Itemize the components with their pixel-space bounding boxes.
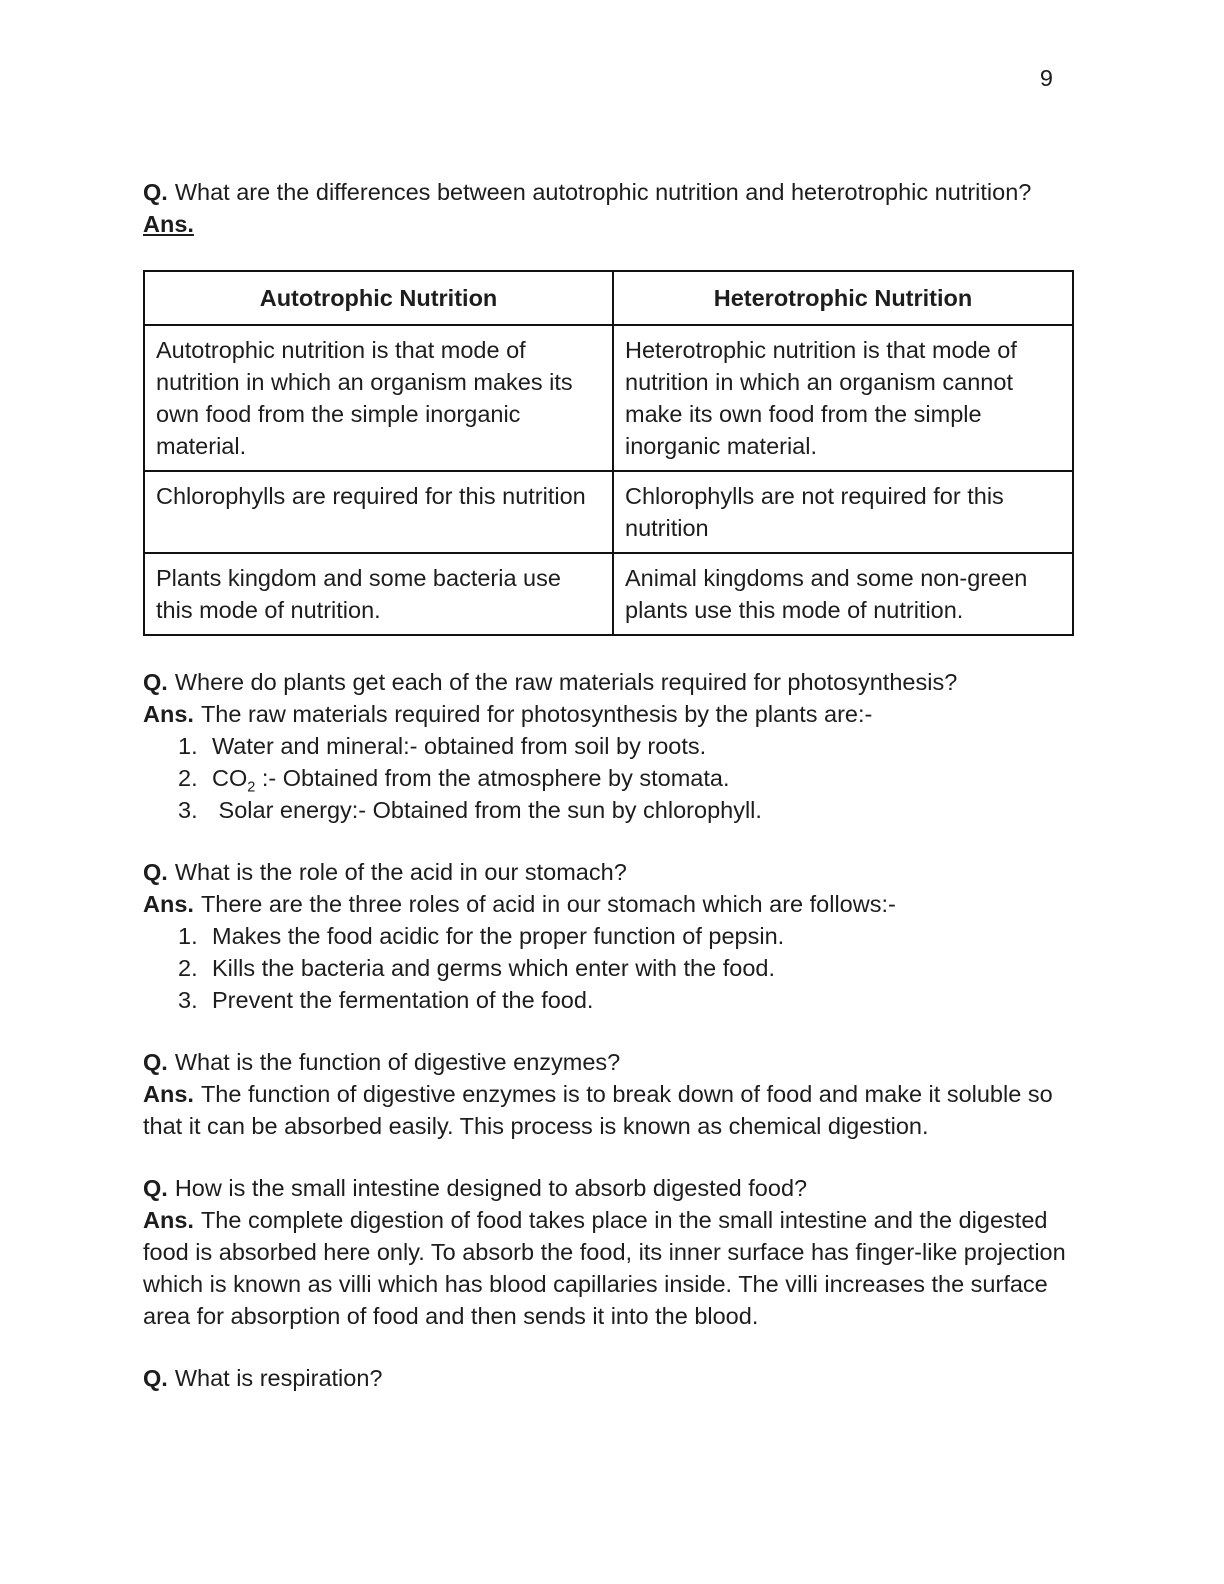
list-item-text: Water and mineral:- obtained from soil by roots. — [212, 733, 707, 759]
page-number: 9 — [1039, 65, 1053, 91]
list-item-number: 1. — [178, 923, 198, 949]
list-item-number: 3. — [178, 987, 198, 1013]
table-cell: Chlorophylls are required for this nutrition — [144, 471, 613, 553]
table-row — [144, 471, 1073, 553]
list-item-number: 3. — [178, 797, 198, 823]
question-text: How is the small intestine designed to absorb digested food? — [174, 1175, 808, 1201]
answer-text: There are the three roles of acid in our stomach which are follows:- — [200, 891, 896, 917]
question-line — [143, 666, 1088, 698]
answer-prefix: Ans. — [143, 891, 194, 917]
answer-text: The complete digestion of food takes place in the small intestine and the digested food is absorbed here only. To absorb the food, its inner surface has finger-like projection which is known as villi which has blood capillaries inside. The villi increases the surface area for absorption of food and then sends it into the blood. — [143, 1207, 1066, 1329]
qa-section-photosynthesis-raw-materials — [143, 666, 1088, 826]
answer-prefix: Ans. — [143, 1207, 194, 1233]
nutrition-comparison-table — [143, 270, 1074, 636]
question-prefix: Q. — [143, 669, 168, 695]
list-item-text: Prevent the fermentation of the food. — [212, 987, 594, 1013]
question-line — [143, 856, 1088, 888]
answer-prefix: Ans. — [143, 1081, 194, 1107]
answer-line — [143, 208, 1088, 240]
list-item-number: 1. — [178, 733, 198, 759]
chemical-formula-base: CO — [212, 765, 248, 791]
table-row — [144, 325, 1073, 471]
table-cell: Chlorophylls are not required for this nutrition — [613, 471, 1073, 553]
qa-section-nutrition-differences — [143, 176, 1088, 636]
list-item — [143, 762, 1088, 794]
list-item-text — [212, 762, 1088, 794]
table-cell: Animal kingdoms and some non-green plants use this mode of nutrition. — [613, 553, 1073, 635]
question-line — [143, 1362, 1088, 1394]
answer-line — [143, 1078, 1088, 1142]
list-item — [143, 920, 1088, 952]
question-text: What are the differences between autotrophic nutrition and heterotrophic nutrition? — [174, 179, 1032, 205]
answer-prefix: Ans. — [143, 701, 194, 727]
qa-section-small-intestine — [143, 1172, 1088, 1332]
question-text: What is the function of digestive enzymes? — [174, 1049, 621, 1075]
table-header-row — [144, 271, 1073, 325]
answer-text: The function of digestive enzymes is to break down of food and make it soluble so that it can be absorbed easily. This process is known as chemical digestion. — [143, 1081, 1053, 1139]
question-prefix: Q. — [143, 859, 168, 885]
question-line — [143, 1172, 1088, 1204]
table-row — [144, 553, 1073, 635]
question-text: What is the role of the acid in our stomach? — [174, 859, 627, 885]
question-text: Where do plants get each of the raw materials required for photosynthesis? — [174, 669, 958, 695]
document-content — [143, 176, 1088, 1424]
table-cell: Plants kingdom and some bacteria use this mode of nutrition. — [144, 553, 613, 635]
list-item — [143, 794, 1088, 826]
answer-line — [143, 698, 1088, 730]
table-cell: Heterotrophic nutrition is that mode of nutrition in which an organism cannot make its own food from the simple inorganic material. — [613, 325, 1073, 471]
answer-line — [143, 1204, 1088, 1332]
list-item-text-rest: :- Obtained from the atmosphere by stomata. — [255, 765, 730, 791]
question-prefix: Q. — [143, 1049, 168, 1075]
question-line — [143, 176, 1088, 208]
answer-prefix: Ans. — [143, 211, 194, 237]
list-item-number: 2. — [178, 765, 198, 791]
list-item-text: Kills the bacteria and germs which enter with the food. — [212, 955, 775, 981]
table-header-heterotrophic: Heterotrophic Nutrition — [613, 271, 1073, 325]
list-item-text: Solar energy:- Obtained from the sun by chlorophyll. — [212, 797, 762, 823]
answer-line — [143, 888, 1088, 920]
list-item-number: 2. — [178, 955, 198, 981]
qa-section-stomach-acid — [143, 856, 1088, 1016]
question-prefix: Q. — [143, 1175, 168, 1201]
table-cell: Autotrophic nutrition is that mode of nutrition in which an organism makes its own food from the simple inorganic material. — [144, 325, 613, 471]
list-item — [143, 984, 1088, 1016]
chemical-formula-subscript: 2 — [247, 779, 256, 796]
question-prefix: Q. — [143, 179, 168, 205]
qa-section-respiration — [143, 1362, 1088, 1394]
question-text: What is respiration? — [174, 1365, 383, 1391]
list-item-text: Makes the food acidic for the proper function of pepsin. — [212, 923, 785, 949]
list-item — [143, 952, 1088, 984]
question-prefix: Q. — [143, 1365, 168, 1391]
table-header-autotrophic: Autotrophic Nutrition — [144, 271, 613, 325]
list-item — [143, 730, 1088, 762]
answer-text: The raw materials required for photosynthesis by the plants are:- — [200, 701, 873, 727]
question-line — [143, 1046, 1088, 1078]
qa-section-digestive-enzymes — [143, 1046, 1088, 1142]
